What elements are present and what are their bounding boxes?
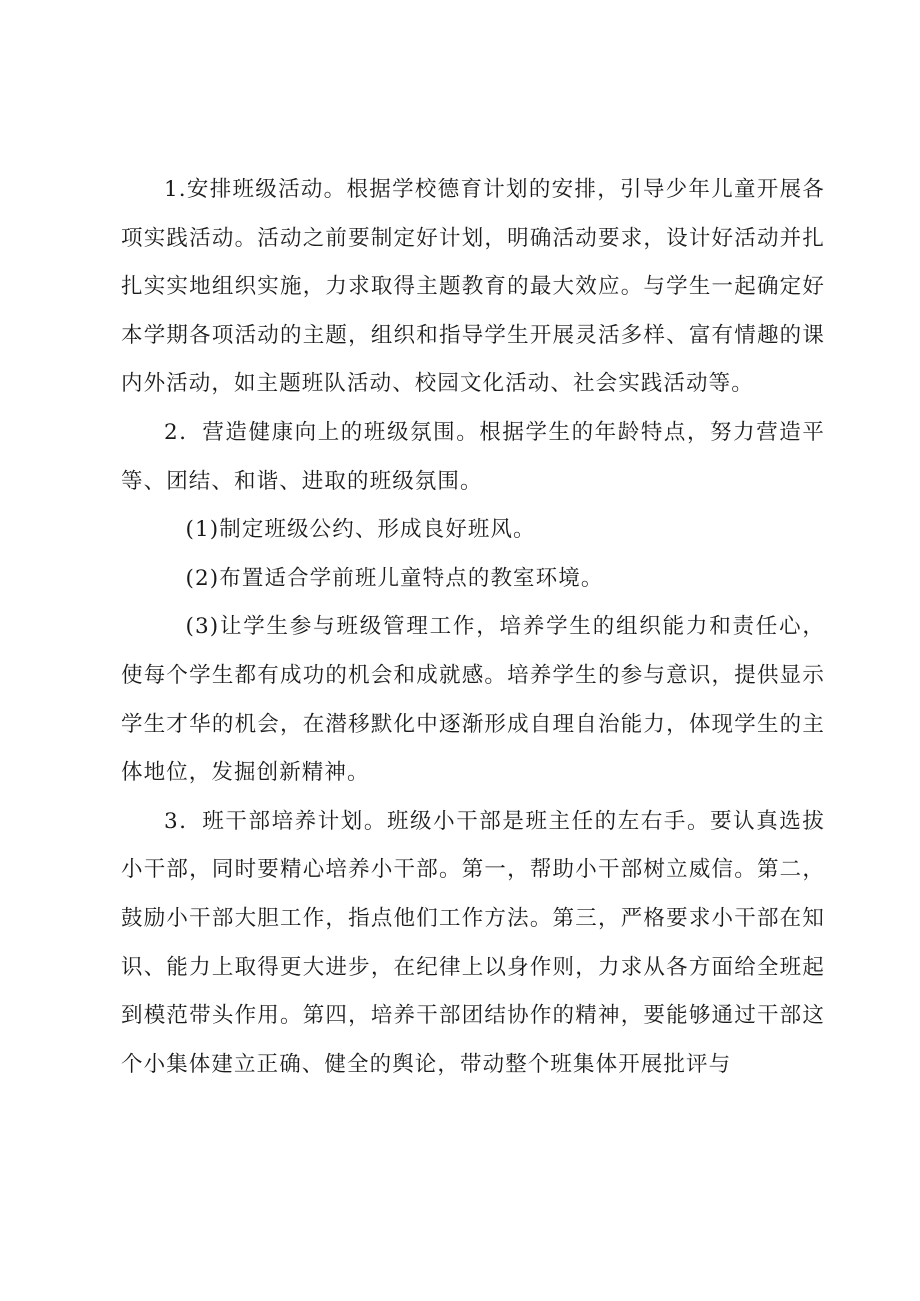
paragraph-class-activities: 1.安排班级活动。根据学校德育计划的安排，引导少年儿童开展各项实践活动。活动之前要制定好计划，明确活动要求，设计好活动并扎扎实实地组织实施，力求取得主题教育的最大效应。与学生一起确定好本学期各项活动的主题，组织和指导学生开展灵活多样、富有情趣的课内外活动，如主题班队活动、校园文化活动、社会实践活动等。 [121, 177, 825, 397]
document-body [121, 166, 825, 1089]
sub-item-classroom-environment: (2)布置适合学前班儿童特点的教室环境。 [185, 565, 604, 591]
paragraph-class-cadre-training: 3．班干部培养计划。班级小干部是班主任的左右手。要认真选拔小干部，同时要精心培养小干部。第一，帮助小干部树立威信。第二，鼓励小干部大胆工作，指点他们工作方法。第三，严格要求小干部在知识、能力上取得更大进步，在纪律上以身作则，力求从各方面给全班起到模范带头作用。第四，培养干部团结协作的精神，要能够通过干部这个小集体建立正确、健全的舆论，带动整个班集体开展批评与 [121, 808, 825, 1077]
sub-item-class-convention: (1)制定班级公约、形成良好班风。 [185, 517, 536, 543]
paragraph-class-atmosphere: 2．营造健康向上的班级氛围。根据学生的年龄特点，努力营造平等、团结、和谐、进取的班级氛围。 [121, 419, 825, 494]
sub-item-class-management: (3)让学生参与班级管理工作，培养学生的组织能力和责任心，使每个学生都有成功的机会和成就感。培养学生的参与意识，提供显示学生才华的机会，在潜移默化中逐渐形成自理自治能力，体现学生的主体地位，发掘创新精神。 [121, 614, 825, 786]
